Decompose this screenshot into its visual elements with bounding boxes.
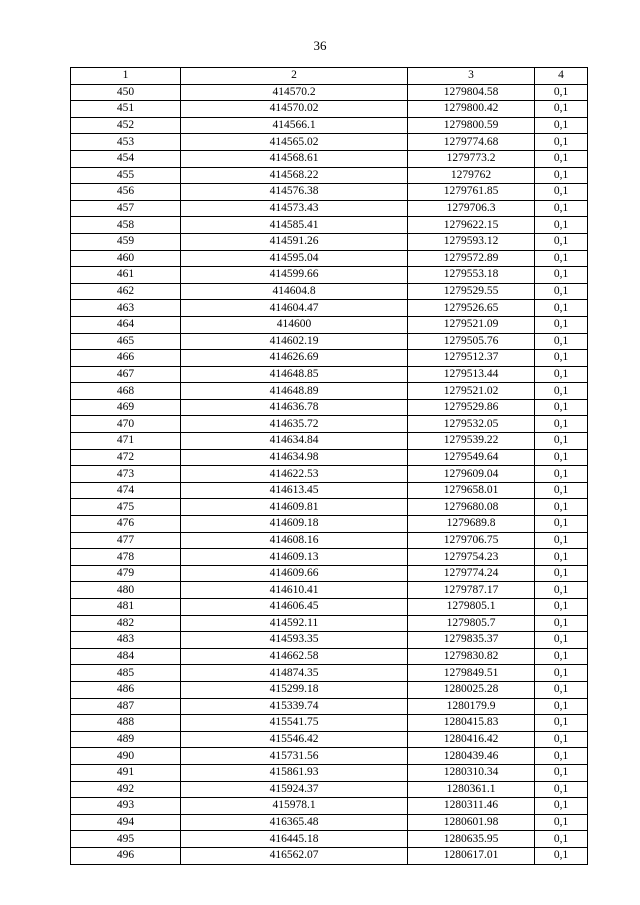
accuracy-cell: 0,1 [535,831,588,848]
table-row [71,648,588,665]
accuracy-cell: 0,1 [535,416,588,433]
accuracy-cell: 0,1 [535,847,588,864]
y-coordinate-cell: 1279830.82 [408,648,535,665]
table-row [71,416,588,433]
x-coordinate-cell: 415861.93 [181,764,408,781]
y-coordinate-cell: 1279706.3 [408,200,535,217]
x-coordinate-cell: 416562.07 [181,847,408,864]
y-coordinate-cell: 1279529.55 [408,283,535,300]
accuracy-cell: 0,1 [535,599,588,616]
point-number-cell: 453 [71,134,181,151]
table-row [71,433,588,450]
x-coordinate-cell: 414609.81 [181,499,408,516]
accuracy-cell: 0,1 [535,781,588,798]
table-row [71,698,588,715]
x-coordinate-cell: 414595.04 [181,250,408,267]
point-number-cell: 469 [71,399,181,416]
accuracy-cell: 0,1 [535,582,588,599]
table-row [71,615,588,632]
y-coordinate-cell: 1279761.85 [408,184,535,201]
accuracy-cell: 0,1 [535,565,588,582]
coordinates-table [70,67,588,865]
x-coordinate-cell: 414592.11 [181,615,408,632]
table-row [71,847,588,864]
accuracy-cell: 0,1 [535,482,588,499]
point-number-cell: 464 [71,316,181,333]
accuracy-cell: 0,1 [535,748,588,765]
point-number-cell: 452 [71,117,181,134]
x-coordinate-cell: 414568.61 [181,150,408,167]
accuracy-cell: 0,1 [535,648,588,665]
x-coordinate-cell: 415546.42 [181,731,408,748]
accuracy-cell: 0,1 [535,167,588,184]
accuracy-cell: 0,1 [535,632,588,649]
accuracy-cell: 0,1 [535,731,588,748]
y-coordinate-cell: 1280601.98 [408,814,535,831]
y-coordinate-cell: 1279706.75 [408,532,535,549]
x-coordinate-cell: 414570.2 [181,84,408,101]
page-number: 36 [313,38,327,53]
table-row [71,814,588,831]
y-coordinate-cell: 1279754.23 [408,549,535,566]
y-coordinate-cell: 1279521.02 [408,383,535,400]
table-row [71,549,588,566]
table-row [71,798,588,815]
x-coordinate-cell: 414568.22 [181,167,408,184]
point-number-cell: 466 [71,350,181,367]
accuracy-cell: 0,1 [535,333,588,350]
point-number-cell: 472 [71,449,181,466]
accuracy-cell: 0,1 [535,184,588,201]
y-coordinate-cell: 1279549.64 [408,449,535,466]
point-number-cell: 494 [71,814,181,831]
table-row [71,715,588,732]
point-number-cell: 474 [71,482,181,499]
point-number-cell: 482 [71,615,181,632]
x-coordinate-cell: 414626.69 [181,350,408,367]
x-coordinate-cell: 414622.53 [181,466,408,483]
accuracy-cell: 0,1 [535,715,588,732]
y-coordinate-cell: 1279835.37 [408,632,535,649]
accuracy-cell: 0,1 [535,267,588,284]
x-coordinate-cell: 414634.98 [181,449,408,466]
y-coordinate-cell: 1280310.34 [408,764,535,781]
point-number-cell: 455 [71,167,181,184]
y-coordinate-cell: 1279505.76 [408,333,535,350]
x-coordinate-cell: 415541.75 [181,715,408,732]
y-coordinate-cell: 1279593.12 [408,233,535,250]
y-coordinate-cell: 1279513.44 [408,366,535,383]
table-row [71,84,588,101]
table-row [71,499,588,516]
accuracy-cell: 0,1 [535,316,588,333]
y-coordinate-cell: 1280025.28 [408,681,535,698]
x-coordinate-cell: 416365.48 [181,814,408,831]
accuracy-cell: 0,1 [535,665,588,682]
accuracy-cell: 0,1 [535,366,588,383]
table-row [71,516,588,533]
accuracy-cell: 0,1 [535,549,588,566]
table-row [71,482,588,499]
column-header-2: 2 [181,68,408,85]
table-row [71,731,588,748]
accuracy-cell: 0,1 [535,466,588,483]
y-coordinate-cell: 1280361.1 [408,781,535,798]
x-coordinate-cell: 414600 [181,316,408,333]
point-number-cell: 495 [71,831,181,848]
x-coordinate-cell: 414573.43 [181,200,408,217]
accuracy-cell: 0,1 [535,117,588,134]
table-row [71,233,588,250]
y-coordinate-cell: 1279787.17 [408,582,535,599]
accuracy-cell: 0,1 [535,300,588,317]
table-body [71,84,588,864]
table-row [71,665,588,682]
y-coordinate-cell: 1280311.46 [408,798,535,815]
y-coordinate-cell: 1279762 [408,167,535,184]
column-header-1: 1 [71,68,181,85]
y-coordinate-cell: 1279529.86 [408,399,535,416]
x-coordinate-cell: 414662.58 [181,648,408,665]
x-coordinate-cell: 415339.74 [181,698,408,715]
x-coordinate-cell: 415299.18 [181,681,408,698]
y-coordinate-cell: 1279800.59 [408,117,535,134]
accuracy-cell: 0,1 [535,101,588,118]
table-row [71,300,588,317]
x-coordinate-cell: 414602.19 [181,333,408,350]
accuracy-cell: 0,1 [535,449,588,466]
x-coordinate-cell: 414648.89 [181,383,408,400]
accuracy-cell: 0,1 [535,200,588,217]
x-coordinate-cell: 414648.85 [181,366,408,383]
point-number-cell: 475 [71,499,181,516]
table-row [71,532,588,549]
x-coordinate-cell: 414599.66 [181,267,408,284]
point-number-cell: 456 [71,184,181,201]
accuracy-cell: 0,1 [535,84,588,101]
point-number-cell: 488 [71,715,181,732]
x-coordinate-cell: 414874.35 [181,665,408,682]
accuracy-cell: 0,1 [535,433,588,450]
y-coordinate-cell: 1279539.22 [408,433,535,450]
y-coordinate-cell: 1279849.51 [408,665,535,682]
accuracy-cell: 0,1 [535,814,588,831]
table-row [71,250,588,267]
y-coordinate-cell: 1279521.09 [408,316,535,333]
table-row [71,101,588,118]
table-row [71,184,588,201]
accuracy-cell: 0,1 [535,764,588,781]
table-row [71,399,588,416]
point-number-cell: 458 [71,217,181,234]
point-number-cell: 486 [71,681,181,698]
table-row [71,449,588,466]
y-coordinate-cell: 1279773.2 [408,150,535,167]
table-row [71,150,588,167]
x-coordinate-cell: 414565.02 [181,134,408,151]
table-row [71,333,588,350]
table-row [71,565,588,582]
point-number-cell: 461 [71,267,181,284]
y-coordinate-cell: 1279609.04 [408,466,535,483]
y-coordinate-cell: 1280415.83 [408,715,535,732]
point-number-cell: 479 [71,565,181,582]
point-number-cell: 451 [71,101,181,118]
table-row [71,366,588,383]
y-coordinate-cell: 1279800.42 [408,101,535,118]
y-coordinate-cell: 1279512.37 [408,350,535,367]
y-coordinate-cell: 1279805.1 [408,599,535,616]
x-coordinate-cell: 414635.72 [181,416,408,433]
point-number-cell: 484 [71,648,181,665]
accuracy-cell: 0,1 [535,516,588,533]
x-coordinate-cell: 414613.45 [181,482,408,499]
accuracy-cell: 0,1 [535,217,588,234]
accuracy-cell: 0,1 [535,532,588,549]
x-coordinate-cell: 414609.18 [181,516,408,533]
y-coordinate-cell: 1279680.08 [408,499,535,516]
accuracy-cell: 0,1 [535,383,588,400]
y-coordinate-cell: 1280179.9 [408,698,535,715]
x-coordinate-cell: 414609.66 [181,565,408,582]
x-coordinate-cell: 414593.35 [181,632,408,649]
point-number-cell: 460 [71,250,181,267]
y-coordinate-cell: 1279774.24 [408,565,535,582]
x-coordinate-cell: 414576.38 [181,184,408,201]
x-coordinate-cell: 415924.37 [181,781,408,798]
accuracy-cell: 0,1 [535,499,588,516]
accuracy-cell: 0,1 [535,681,588,698]
table-row [71,217,588,234]
point-number-cell: 493 [71,798,181,815]
y-coordinate-cell: 1279658.01 [408,482,535,499]
point-number-cell: 476 [71,516,181,533]
column-header-4: 4 [535,68,588,85]
point-number-cell: 487 [71,698,181,715]
y-coordinate-cell: 1279526.65 [408,300,535,317]
x-coordinate-cell: 414570.02 [181,101,408,118]
x-coordinate-cell: 414636.78 [181,399,408,416]
table-row [71,134,588,151]
y-coordinate-cell: 1279572.89 [408,250,535,267]
x-coordinate-cell: 415978.1 [181,798,408,815]
x-coordinate-cell: 414604.8 [181,283,408,300]
point-number-cell: 457 [71,200,181,217]
point-number-cell: 454 [71,150,181,167]
table-row [71,466,588,483]
point-number-cell: 480 [71,582,181,599]
point-number-cell: 477 [71,532,181,549]
point-number-cell: 492 [71,781,181,798]
point-number-cell: 462 [71,283,181,300]
point-number-cell: 485 [71,665,181,682]
table-row [71,200,588,217]
y-coordinate-cell: 1279689.8 [408,516,535,533]
x-coordinate-cell: 414585.41 [181,217,408,234]
table-row [71,599,588,616]
table-row [71,117,588,134]
accuracy-cell: 0,1 [535,615,588,632]
y-coordinate-cell: 1279774.68 [408,134,535,151]
table-row [71,632,588,649]
table-row [71,681,588,698]
y-coordinate-cell: 1279553.18 [408,267,535,284]
table-row [71,781,588,798]
point-number-cell: 473 [71,466,181,483]
y-coordinate-cell: 1280439.46 [408,748,535,765]
y-coordinate-cell: 1279622.15 [408,217,535,234]
point-number-cell: 465 [71,333,181,350]
accuracy-cell: 0,1 [535,250,588,267]
x-coordinate-cell: 414604.47 [181,300,408,317]
y-coordinate-cell: 1279805.7 [408,615,535,632]
x-coordinate-cell: 414606.45 [181,599,408,616]
table-row [71,764,588,781]
accuracy-cell: 0,1 [535,283,588,300]
table-row [71,316,588,333]
accuracy-cell: 0,1 [535,698,588,715]
point-number-cell: 467 [71,366,181,383]
table-header-row [71,68,588,85]
point-number-cell: 491 [71,764,181,781]
accuracy-cell: 0,1 [535,350,588,367]
accuracy-cell: 0,1 [535,798,588,815]
y-coordinate-cell: 1280635.95 [408,831,535,848]
point-number-cell: 463 [71,300,181,317]
point-number-cell: 478 [71,549,181,566]
table-row [71,748,588,765]
table-row [71,167,588,184]
y-coordinate-cell: 1279532.05 [408,416,535,433]
x-coordinate-cell: 414591.26 [181,233,408,250]
table-row [71,350,588,367]
x-coordinate-cell: 414609.13 [181,549,408,566]
accuracy-cell: 0,1 [535,134,588,151]
table-row [71,267,588,284]
point-number-cell: 450 [71,84,181,101]
point-number-cell: 470 [71,416,181,433]
y-coordinate-cell: 1279804.58 [408,84,535,101]
x-coordinate-cell: 414566.1 [181,117,408,134]
table-row [71,383,588,400]
x-coordinate-cell: 415731.56 [181,748,408,765]
x-coordinate-cell: 414608.16 [181,532,408,549]
point-number-cell: 483 [71,632,181,649]
point-number-cell: 468 [71,383,181,400]
point-number-cell: 496 [71,847,181,864]
x-coordinate-cell: 414634.84 [181,433,408,450]
accuracy-cell: 0,1 [535,399,588,416]
y-coordinate-cell: 1280617.01 [408,847,535,864]
y-coordinate-cell: 1280416.42 [408,731,535,748]
table-row [71,582,588,599]
column-header-3: 3 [408,68,535,85]
point-number-cell: 459 [71,233,181,250]
point-number-cell: 471 [71,433,181,450]
accuracy-cell: 0,1 [535,233,588,250]
table-row [71,831,588,848]
table-row [71,283,588,300]
point-number-cell: 481 [71,599,181,616]
x-coordinate-cell: 416445.18 [181,831,408,848]
accuracy-cell: 0,1 [535,150,588,167]
point-number-cell: 489 [71,731,181,748]
x-coordinate-cell: 414610.41 [181,582,408,599]
point-number-cell: 490 [71,748,181,765]
